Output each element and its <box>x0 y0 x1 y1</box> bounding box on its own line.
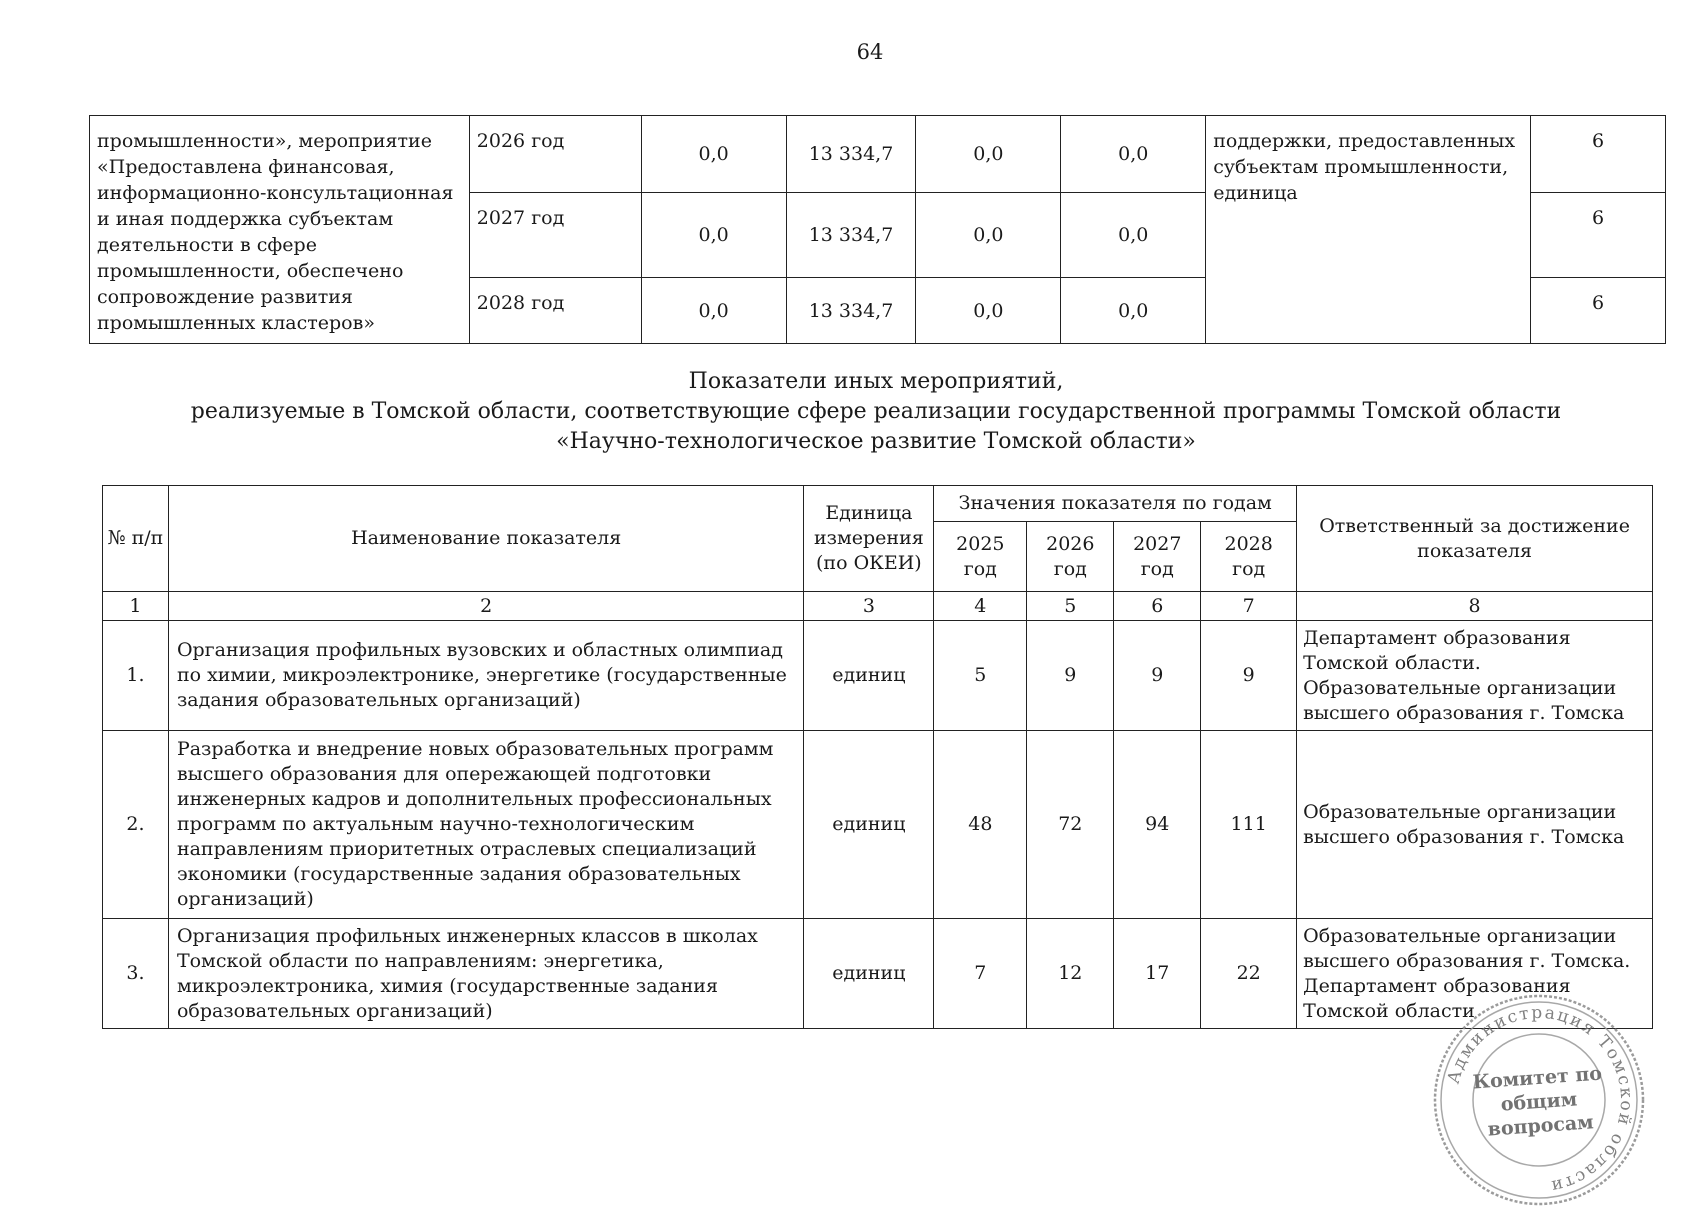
responsible: Департамент образования Томской области. Образовательные организации высшего образования г. Томска <box>1297 621 1653 731</box>
value-cell: 0,0 <box>1061 278 1206 344</box>
header-unit: Единица измерения (по ОКЕИ) <box>804 486 934 592</box>
table-row <box>103 621 1653 731</box>
indicator-name: Организация профильных инженерных классов в школах Томской области по направлениям: энергетика, микроэлектроника, химия (государственные задания образовательных организаций) <box>168 919 803 1029</box>
value-2025: 48 <box>934 731 1027 919</box>
stamp-ring-text: Администрация Томской области <box>1443 1002 1637 1197</box>
funding-row <box>90 116 1666 193</box>
value-cell: 13 334,7 <box>786 193 916 278</box>
indicators-table <box>102 485 1653 1029</box>
year-cell: 2027 год <box>469 193 641 278</box>
indicator-name: Организация профильных вузовских и областных олимпиад по химии, микроэлектронике, энергетике (государственные задания образовательных организаций) <box>168 621 803 731</box>
event-description: промышленности», мероприятие «Предоставлена финансовая, информационно-консультационная и иная поддержка субъектам деятельности в сфере промышленности, обеспечено сопровождение развития промышленных кластеров» <box>90 116 470 344</box>
column-number: 3 <box>804 592 934 621</box>
value-2025: 5 <box>934 621 1027 731</box>
stamp-center-text: Комитет по общим вопросам <box>1472 1062 1603 1141</box>
header-values-group: Значения показателя по годам <box>934 486 1297 522</box>
header-year: 2025 год <box>934 522 1027 592</box>
header-name: Наименование показателя <box>168 486 803 592</box>
header-year: 2028 год <box>1201 522 1297 592</box>
indicator-name: Разработка и внедрение новых образовательных программ высшего образования для опережающей подготовки инженерных кадров и дополнительных профессиональных программ по актуальным научно-технологическим направлениям приоритетных отраслевых специализаций экономики (государственные задания образовательных организаций) <box>168 731 803 919</box>
indicator-unit: единиц <box>804 731 934 919</box>
table-row <box>103 731 1653 919</box>
value-2026: 72 <box>1027 731 1114 919</box>
table-row <box>103 919 1653 1029</box>
header-responsible: Ответственный за достижение показателя <box>1297 486 1653 592</box>
heading-line: Показатели иных мероприятий, <box>688 369 1064 394</box>
column-number-row <box>103 592 1653 621</box>
count-cell: 6 <box>1531 278 1666 344</box>
header-year: 2026 год <box>1027 522 1114 592</box>
indicator-unit: единиц <box>804 621 934 731</box>
heading-line: «Научно-технологическое развитие Томской области» <box>556 429 1196 454</box>
value-2026: 12 <box>1027 919 1114 1029</box>
header-row <box>103 486 1653 522</box>
section-heading <box>0 367 1698 457</box>
column-number: 6 <box>1114 592 1201 621</box>
value-cell: 0,0 <box>916 116 1061 193</box>
indicator-unit: единиц <box>804 919 934 1029</box>
column-number: 7 <box>1201 592 1297 621</box>
responsible: Образовательные организации высшего образования г. Томска <box>1297 731 1653 919</box>
column-number: 4 <box>934 592 1027 621</box>
funding-table <box>89 115 1666 344</box>
year-cell: 2028 год <box>469 278 641 344</box>
row-number: 2. <box>103 731 169 919</box>
heading-line: реализуемые в Томской области, соответствующие сфере реализации государственной программы Томской области <box>190 399 1562 424</box>
column-number: 1 <box>103 592 169 621</box>
value-cell: 0,0 <box>916 278 1061 344</box>
value-cell: 0,0 <box>1061 116 1206 193</box>
value-2028: 22 <box>1201 919 1297 1029</box>
page-number: 64 <box>856 40 884 64</box>
value-cell: 0,0 <box>641 278 786 344</box>
responsible: Образовательные организации высшего образования г. Томска. Департамент образования Томской области <box>1297 919 1653 1029</box>
count-cell: 6 <box>1531 116 1666 193</box>
header-no: № п/п <box>103 486 169 592</box>
value-2026: 9 <box>1027 621 1114 731</box>
value-cell: 13 334,7 <box>786 116 916 193</box>
value-2027: 17 <box>1114 919 1201 1029</box>
header-year: 2027 год <box>1114 522 1201 592</box>
column-number: 8 <box>1297 592 1653 621</box>
row-number: 3. <box>103 919 169 1029</box>
value-2027: 94 <box>1114 731 1201 919</box>
row-number: 1. <box>103 621 169 731</box>
column-number: 5 <box>1027 592 1114 621</box>
value-cell: 0,0 <box>641 116 786 193</box>
official-stamp <box>1429 990 1649 1210</box>
result-unit: поддержки, предоставленных субъектам промышленности, единица <box>1206 116 1531 344</box>
value-2028: 9 <box>1201 621 1297 731</box>
value-cell: 0,0 <box>916 193 1061 278</box>
year-cell: 2026 год <box>469 116 641 193</box>
value-2027: 9 <box>1114 621 1201 731</box>
column-number: 2 <box>168 592 803 621</box>
value-cell: 0,0 <box>641 193 786 278</box>
value-2025: 7 <box>934 919 1027 1029</box>
count-cell: 6 <box>1531 193 1666 278</box>
value-2028: 111 <box>1201 731 1297 919</box>
value-cell: 13 334,7 <box>786 278 916 344</box>
value-cell: 0,0 <box>1061 193 1206 278</box>
